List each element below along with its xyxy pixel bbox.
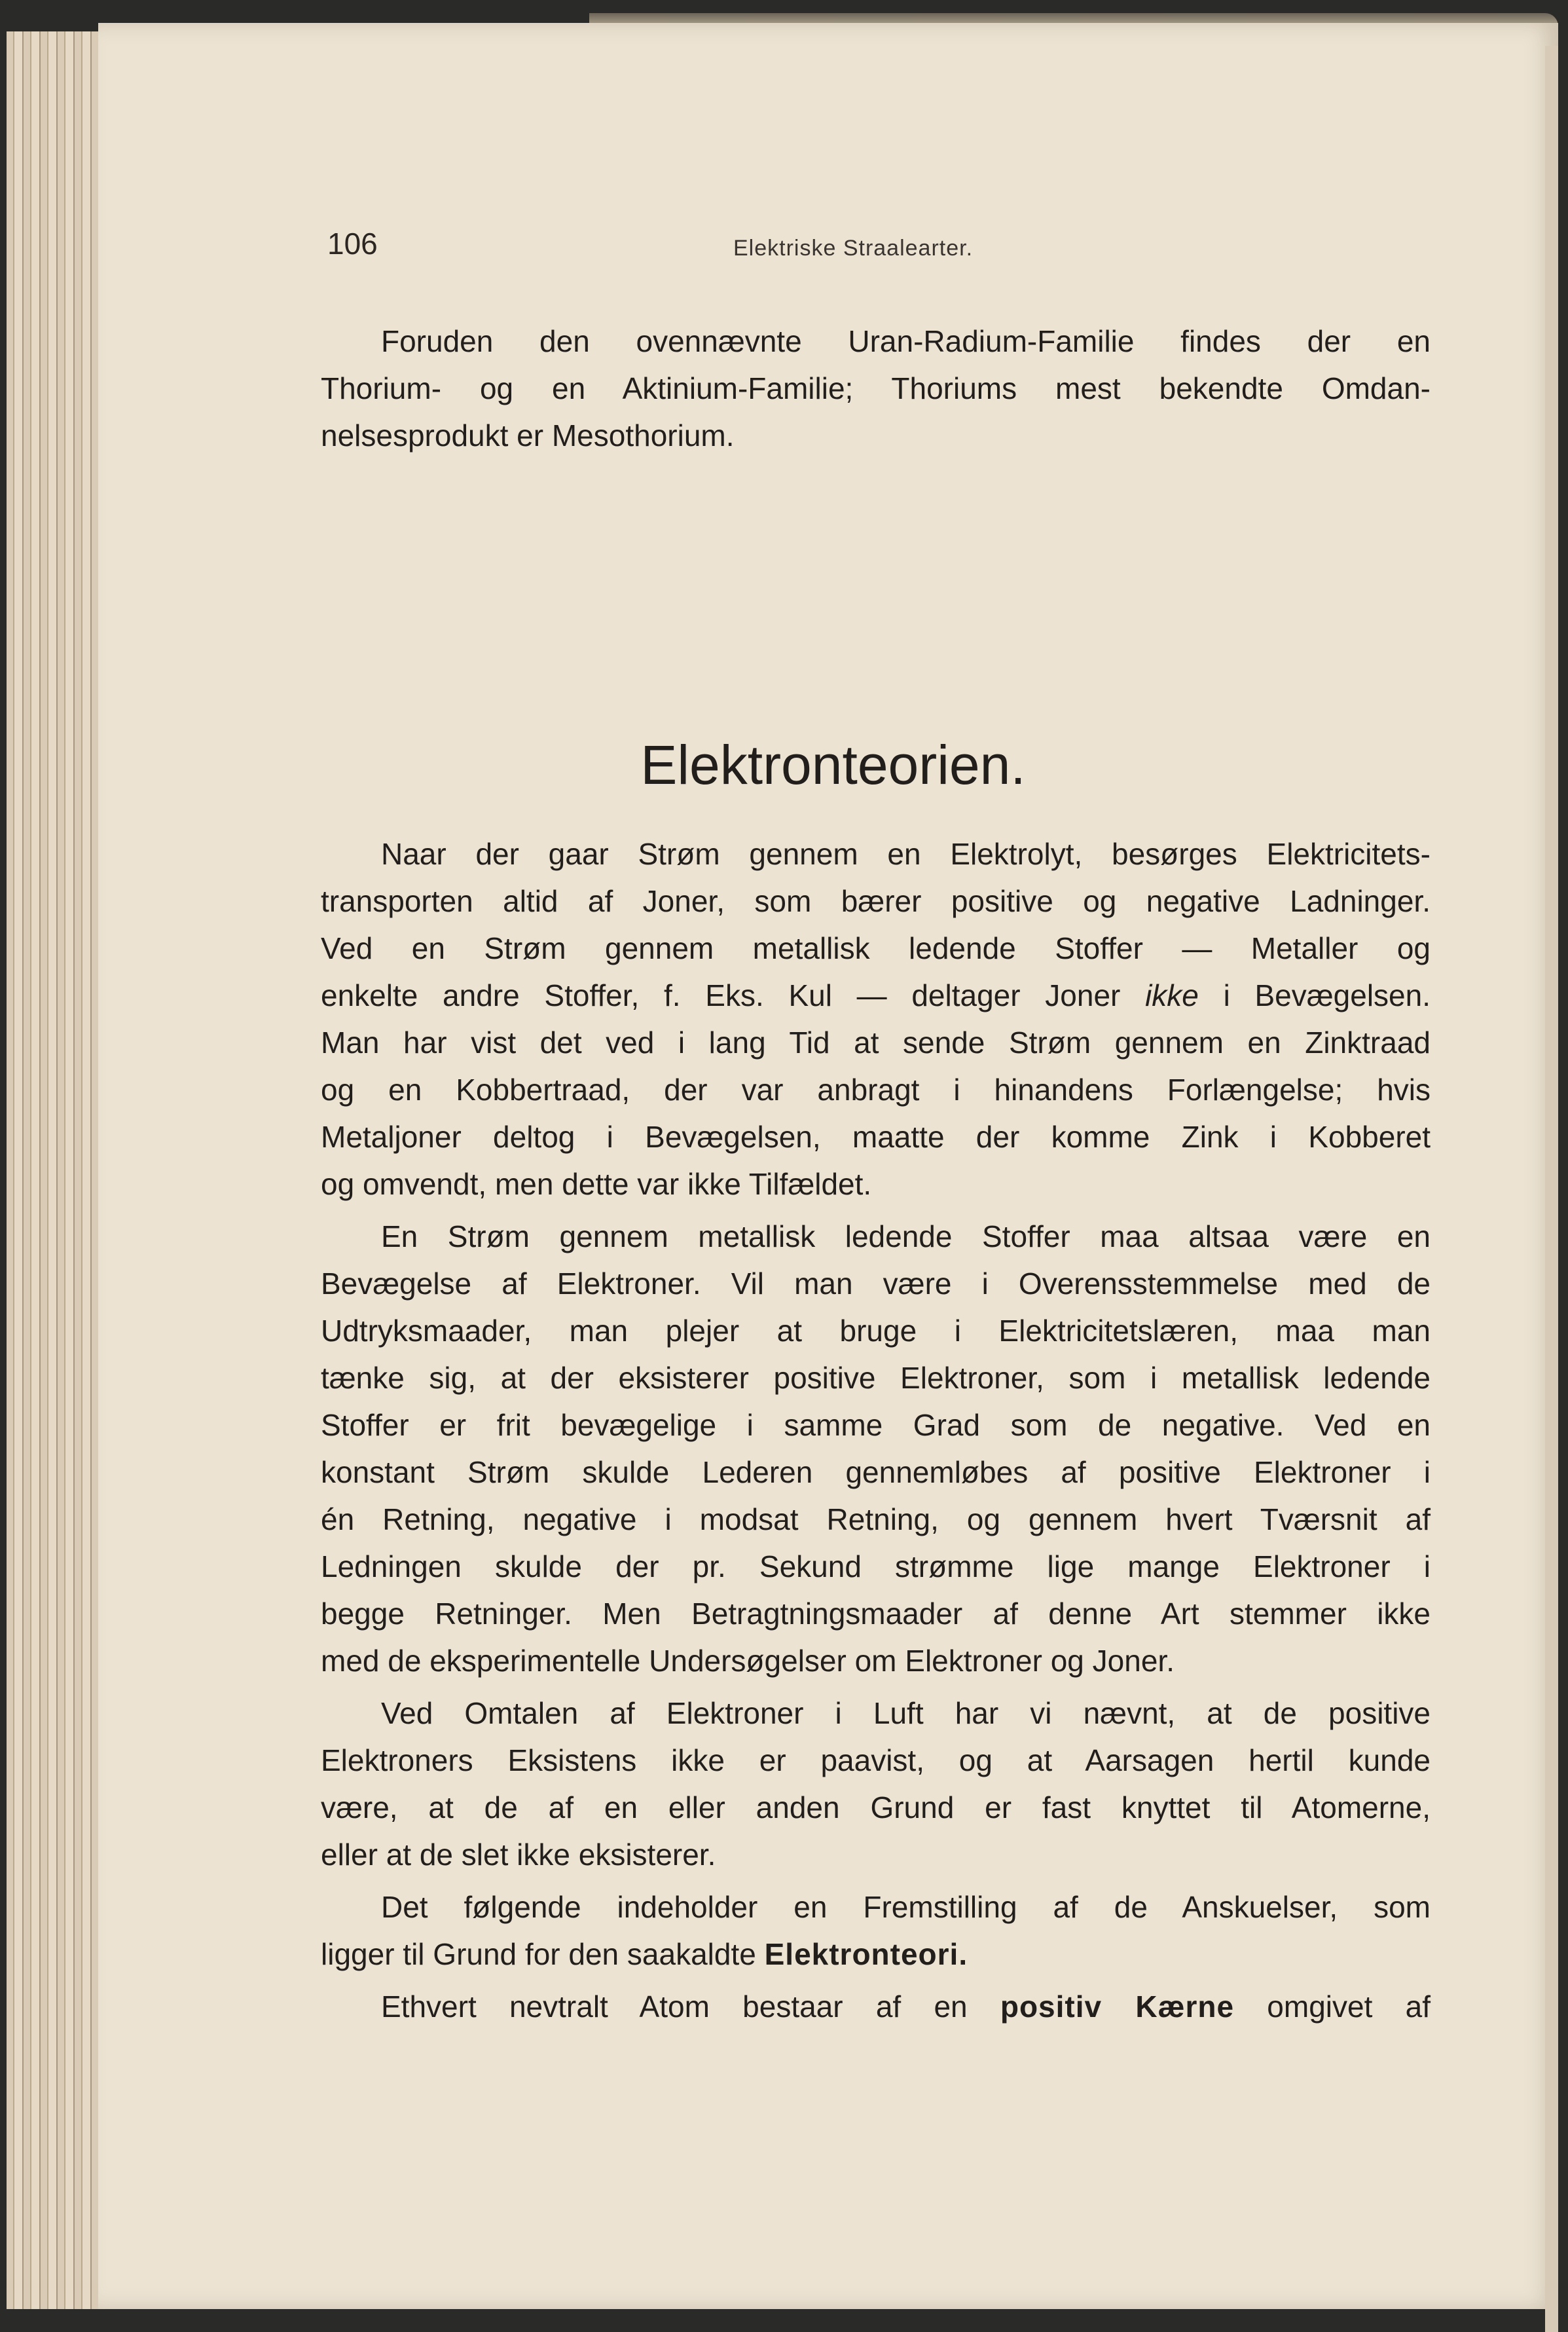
text-segment: ligger til Grund for den saakaldte (321, 1937, 765, 1971)
text-line (321, 1737, 1431, 1784)
text-segment: Naar der gaar Strøm gennem en Elektrolyt, besørges Elektricitets- (381, 837, 1431, 871)
text-segment: tænke sig, at der eksisterer positive Elektroner, som i metallisk ledende (321, 1361, 1431, 1395)
text-segment: Elektroners Eksistens ikke er paavist, og at Aarsagen hertil kunde (321, 1743, 1431, 1777)
text-segment: transporten altid af Joner, som bærer positive og negative Ladninger. (321, 884, 1431, 918)
text-segment: Bevægelse af Elektroner. Vil man være i Overensstemmelse med de (321, 1267, 1431, 1301)
section-heading: Elektronteorien. (640, 734, 1026, 796)
text-segment: Thorium- og en Aktinium-Familie; Thoriums mest bekendte Omdan- (321, 371, 1431, 405)
text-line (321, 318, 1431, 365)
text-segment: Ved Omtalen af Elektroner i Luft har vi nævnt, at de positive (381, 1696, 1431, 1730)
text-line (321, 925, 1431, 972)
text-segment: Det følgende indeholder en Fremstilling af de Anskuelser, som (381, 1890, 1431, 1924)
text-line (321, 1160, 1431, 1208)
text-line (321, 1784, 1431, 1831)
text-line (321, 1590, 1431, 1637)
text-segment: i Bevægelsen. (1198, 978, 1431, 1012)
text-line (321, 1831, 1431, 1878)
text-segment: nelsesprodukt er Mesothorium. (321, 418, 735, 453)
text-segment: én Retning, negative i modsat Retning, og gennem hvert Tværsnit af (321, 1502, 1431, 1536)
text-segment: omgivet af (1234, 1990, 1431, 2024)
paragraph (321, 830, 1431, 1208)
text-segment: Ved en Strøm gennem metallisk ledende Stoffer — Metaller og (321, 931, 1431, 965)
text-segment: Man har vist det ved i lang Tid at sende Strøm gennem en Zinktraad (321, 1026, 1431, 1060)
text-segment: Ledningen skulde der pr. Sekund strømme lige mange Elektroner i (321, 1549, 1431, 1583)
running-title: Elektriske Straalearter. (733, 236, 974, 261)
text-segment: Udtryksmaader, man plejer at bruge i Elektricitetslæren, maa man (321, 1314, 1431, 1348)
text-line (321, 878, 1431, 925)
text-segment: Ethvert nevtralt Atom bestaar af en (381, 1990, 1000, 2024)
text-segment: eller at de slet ikke eksisterer. (321, 1838, 716, 1872)
paragraph (321, 1690, 1431, 1878)
text-line (321, 1931, 1431, 1978)
text-line (321, 1637, 1431, 1684)
body-text (321, 830, 1431, 2035)
text-segment: Metaljoner deltog i Bevægelsen, maatte der komme Zink i Kobberet (321, 1120, 1431, 1154)
paragraph (321, 1983, 1431, 2030)
text-segment: og omvendt, men dette var ikke Tilfældet. (321, 1167, 872, 1201)
page-number: 106 (327, 227, 378, 261)
text-line (321, 830, 1431, 878)
text-line (321, 1449, 1431, 1496)
text-line (321, 1690, 1431, 1737)
text-line (321, 365, 1431, 412)
text-segment: konstant Strøm skulde Lederen gennemløbes af positive Elektroner i (321, 1455, 1431, 1489)
text-segment: Stoffer er frit bevægelige i samme Grad som de negative. Ved en (321, 1408, 1431, 1442)
text-segment: enkelte andre Stoffer, f. Eks. Kul — deltager Joner (321, 978, 1146, 1012)
text-segment: Foruden den ovennævnte Uran-Radium-Familie findes der en (381, 324, 1431, 358)
bold-text: Elektronteori. (764, 1937, 968, 1971)
page-right-edge (1545, 46, 1558, 2332)
text-line (321, 1543, 1431, 1590)
text-segment: begge Retninger. Men Betragtningsmaader af denne Art stemmer ikke (321, 1597, 1431, 1631)
bold-text: positiv Kærne (1000, 1990, 1235, 2024)
text-line (321, 1260, 1431, 1307)
intro-paragraph (321, 318, 1431, 464)
text-segment: og en Kobbertraad, der var anbragt i hinandens Forlængelse; hvis (321, 1073, 1431, 1107)
text-line (321, 1401, 1431, 1449)
text-line (321, 1983, 1431, 2030)
text-segment: være, at de af en eller anden Grund er fast knyttet til Atomerne, (321, 1790, 1431, 1824)
paragraph (321, 1213, 1431, 1684)
text-line (321, 1019, 1431, 1066)
text-line (321, 412, 1431, 459)
text-line (321, 1113, 1431, 1160)
italic-text: ikke (1145, 978, 1199, 1012)
text-line (321, 1496, 1431, 1543)
text-segment: med de eksperimentelle Undersøgelser om Elektroner og Joner. (321, 1644, 1175, 1678)
paragraph (321, 1883, 1431, 1978)
text-line (321, 1307, 1431, 1354)
text-line (321, 972, 1431, 1019)
text-line (321, 1213, 1431, 1260)
text-line (321, 1066, 1431, 1113)
text-line (321, 1883, 1431, 1931)
text-line (321, 1354, 1431, 1401)
paragraph (321, 318, 1431, 459)
text-segment: En Strøm gennem metallisk ledende Stoffer maa altsaa være en (381, 1219, 1431, 1253)
book-page-edges (7, 31, 98, 2309)
